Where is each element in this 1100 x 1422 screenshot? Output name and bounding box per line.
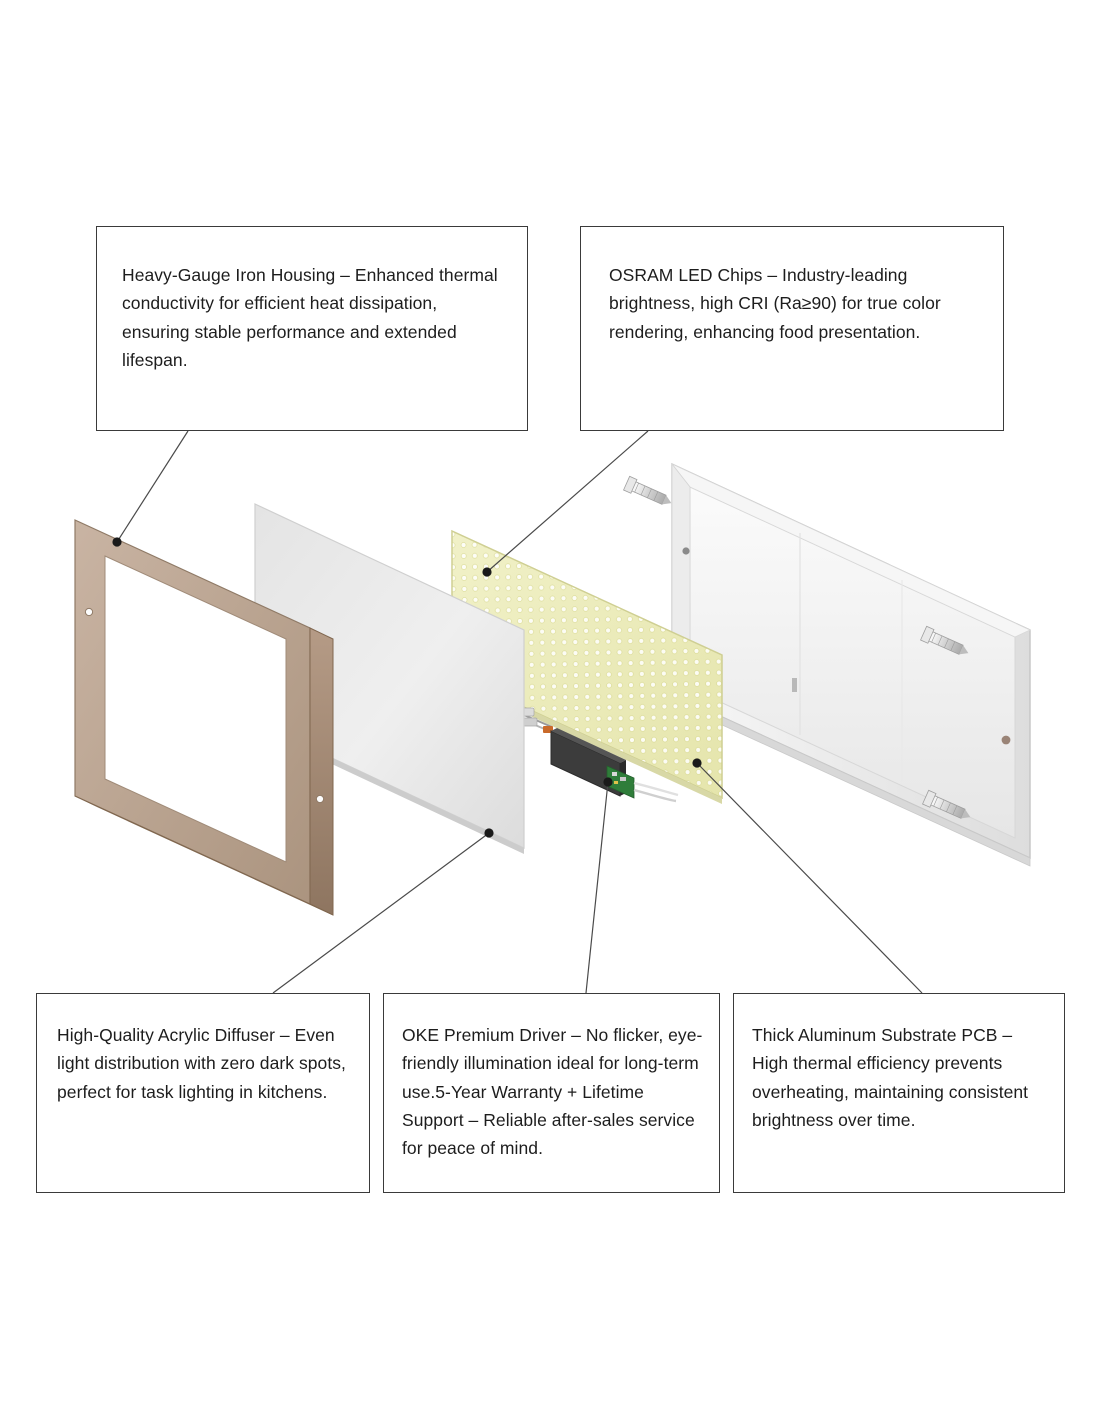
callout-text-driver: OKE Premium Driver – No flicker, eye-friendly illumination ideal for long-term use.5-Year Warranty + Lifetime Support – Reliable after-sales service for peace of mind.: [402, 1025, 703, 1159]
callout-text-chips: OSRAM LED Chips – Industry-leading brightness, high CRI (Ra≥90) for true color rendering, enhancing food presentation.: [609, 265, 941, 342]
callout-heavy-gauge-iron-housing: [96, 226, 528, 431]
callout-high-quality-acrylic-diffuser: [36, 993, 370, 1193]
callout-text-pcb: Thick Aluminum Substrate PCB – High thermal efficiency prevents overheating, maintaining consistent brightness over time.: [752, 1025, 1029, 1131]
back-plate-housing: [672, 464, 1030, 866]
callout-oke-premium-driver: [383, 993, 720, 1193]
callout-osram-led-chips: [580, 226, 1004, 431]
callout-text-diffuser: High-Quality Acrylic Diffuser – Even light distribution with zero dark spots, perfect for task lighting in kitchens.: [57, 1025, 346, 1102]
callout-thick-aluminum-substrate-pcb: [733, 993, 1065, 1193]
callout-text-housing: Heavy-Gauge Iron Housing – Enhanced thermal conductivity for efficient heat dissipation, ensuring stable performance and extended lifespan.: [122, 265, 498, 371]
